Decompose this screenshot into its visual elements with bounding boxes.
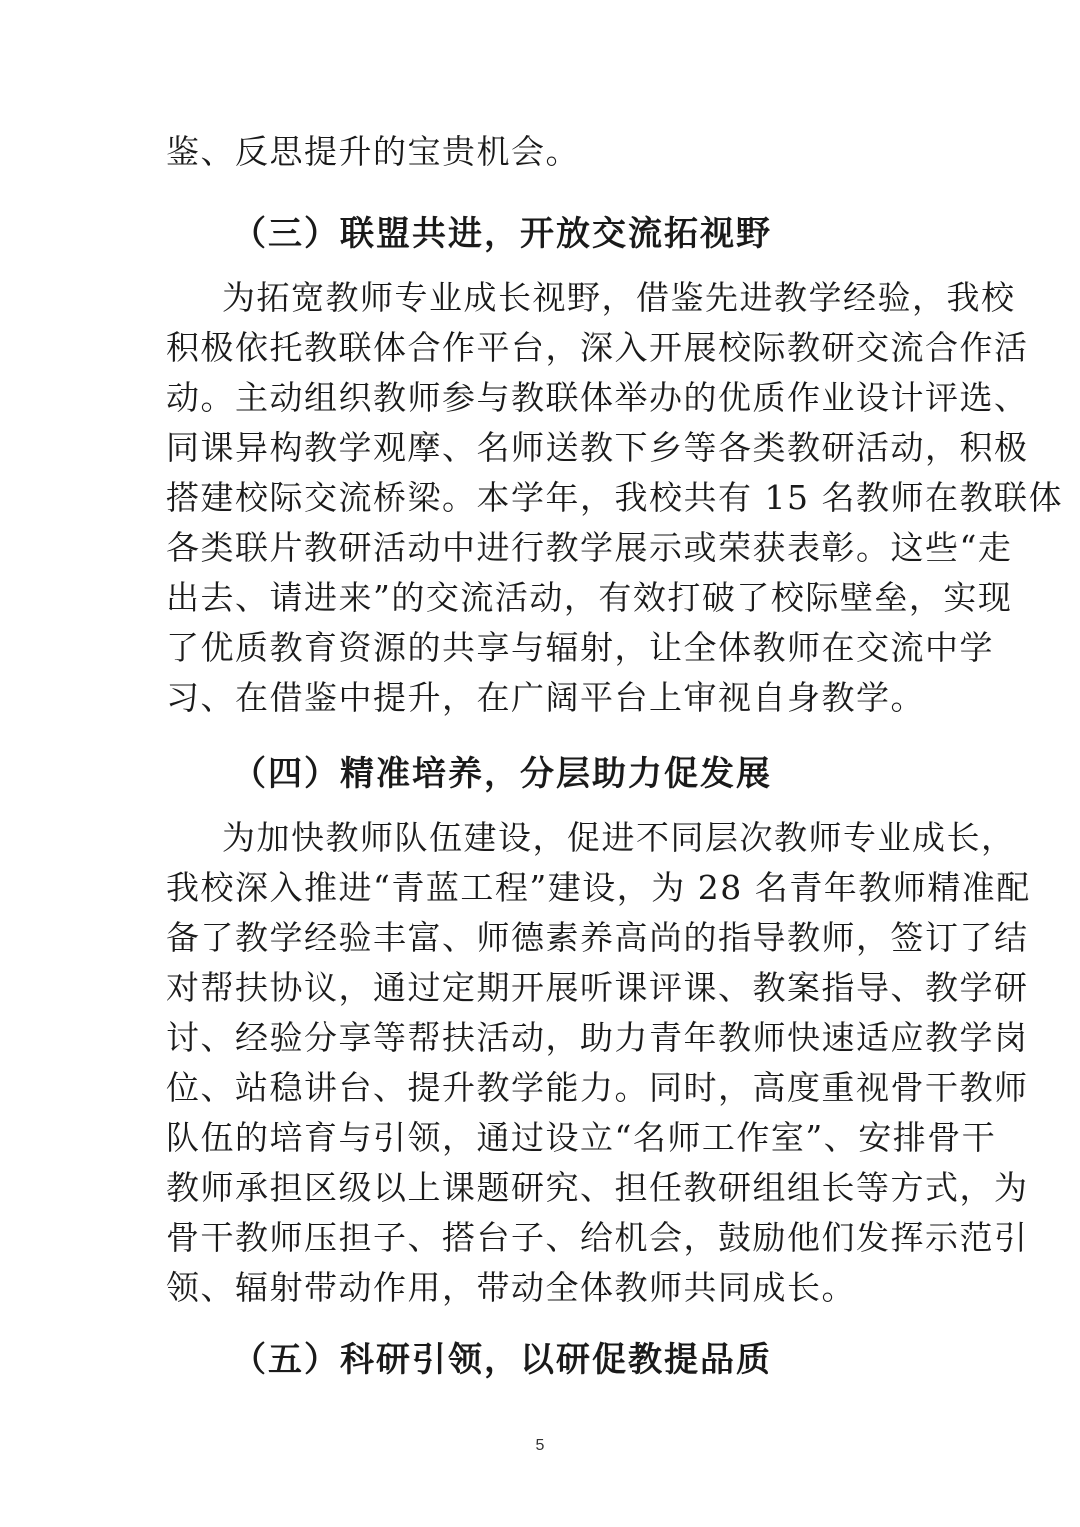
section-heading-4: （四）精准培养，分层助力促发展 (232, 754, 772, 794)
paragraph-line: 出去、请进来”的交流活动，有效打破了校际壁垒，实现 (166, 578, 1013, 617)
paragraph-line: 动。主动组织教师参与教联体举办的优质作业设计评选、 (166, 378, 1029, 417)
section-heading-3: （三）联盟共进，开放交流拓视野 (232, 214, 772, 254)
paragraph-line: 对帮扶协议，通过定期开展听课评课、教案指导、教学研 (166, 968, 1029, 1007)
paragraph-line: 为拓宽教师专业成长视野，借鉴先进教学经验，我校 (222, 278, 1016, 317)
paragraph-line: 了优质教育资源的共享与辐射，让全体教师在交流中学 (166, 628, 994, 667)
paragraph-line: 同课异构教学观摩、名师送教下乡等各类教研活动，积极 (166, 428, 1029, 467)
paragraph-line: 鉴、反思提升的宝贵机会。 (166, 132, 580, 171)
paragraph-line: 各类联片教研活动中进行教学展示或荣获表彰。这些“走 (166, 528, 1013, 567)
paragraph-line: 队伍的培育与引领，通过设立“名师工作室”、安排骨干 (166, 1118, 997, 1157)
paragraph-line: 我校深入推进“青蓝工程”建设，为 28 名青年教师精准配 (166, 868, 1031, 907)
paragraph-line: 积极依托教联体合作平台，深入开展校际教研交流合作活 (166, 328, 1029, 367)
paragraph-line: 为加快教师队伍建设，促进不同层次教师专业成长， (222, 818, 1016, 857)
paragraph-line: 习、在借鉴中提升，在广阔平台上审视自身教学。 (166, 678, 925, 717)
section-heading-5: （五）科研引领，以研促教提品质 (232, 1340, 772, 1380)
paragraph-line: 备了教学经验丰富、师德素养高尚的指导教师，签订了结 (166, 918, 1029, 957)
paragraph-line: 位、站稳讲台、提升教学能力。同时，高度重视骨干教师 (166, 1068, 1029, 1107)
paragraph-line: 搭建校际交流桥梁。本学年，我校共有 15 名教师在教联体 (166, 478, 1063, 517)
paragraph-line: 骨干教师压担子、搭台子、给机会，鼓励他们发挥示范引 (166, 1218, 1029, 1257)
paragraph-line: 教师承担区级以上课题研究、担任教研组组长等方式，为 (166, 1168, 1029, 1207)
paragraph-line: 讨、经验分享等帮扶活动，助力青年教师快速适应教学岗 (166, 1018, 1029, 1057)
paragraph-line: 领、辐射带动作用，带动全体教师共同成长。 (166, 1268, 856, 1307)
page-number: 5 (535, 1437, 545, 1454)
